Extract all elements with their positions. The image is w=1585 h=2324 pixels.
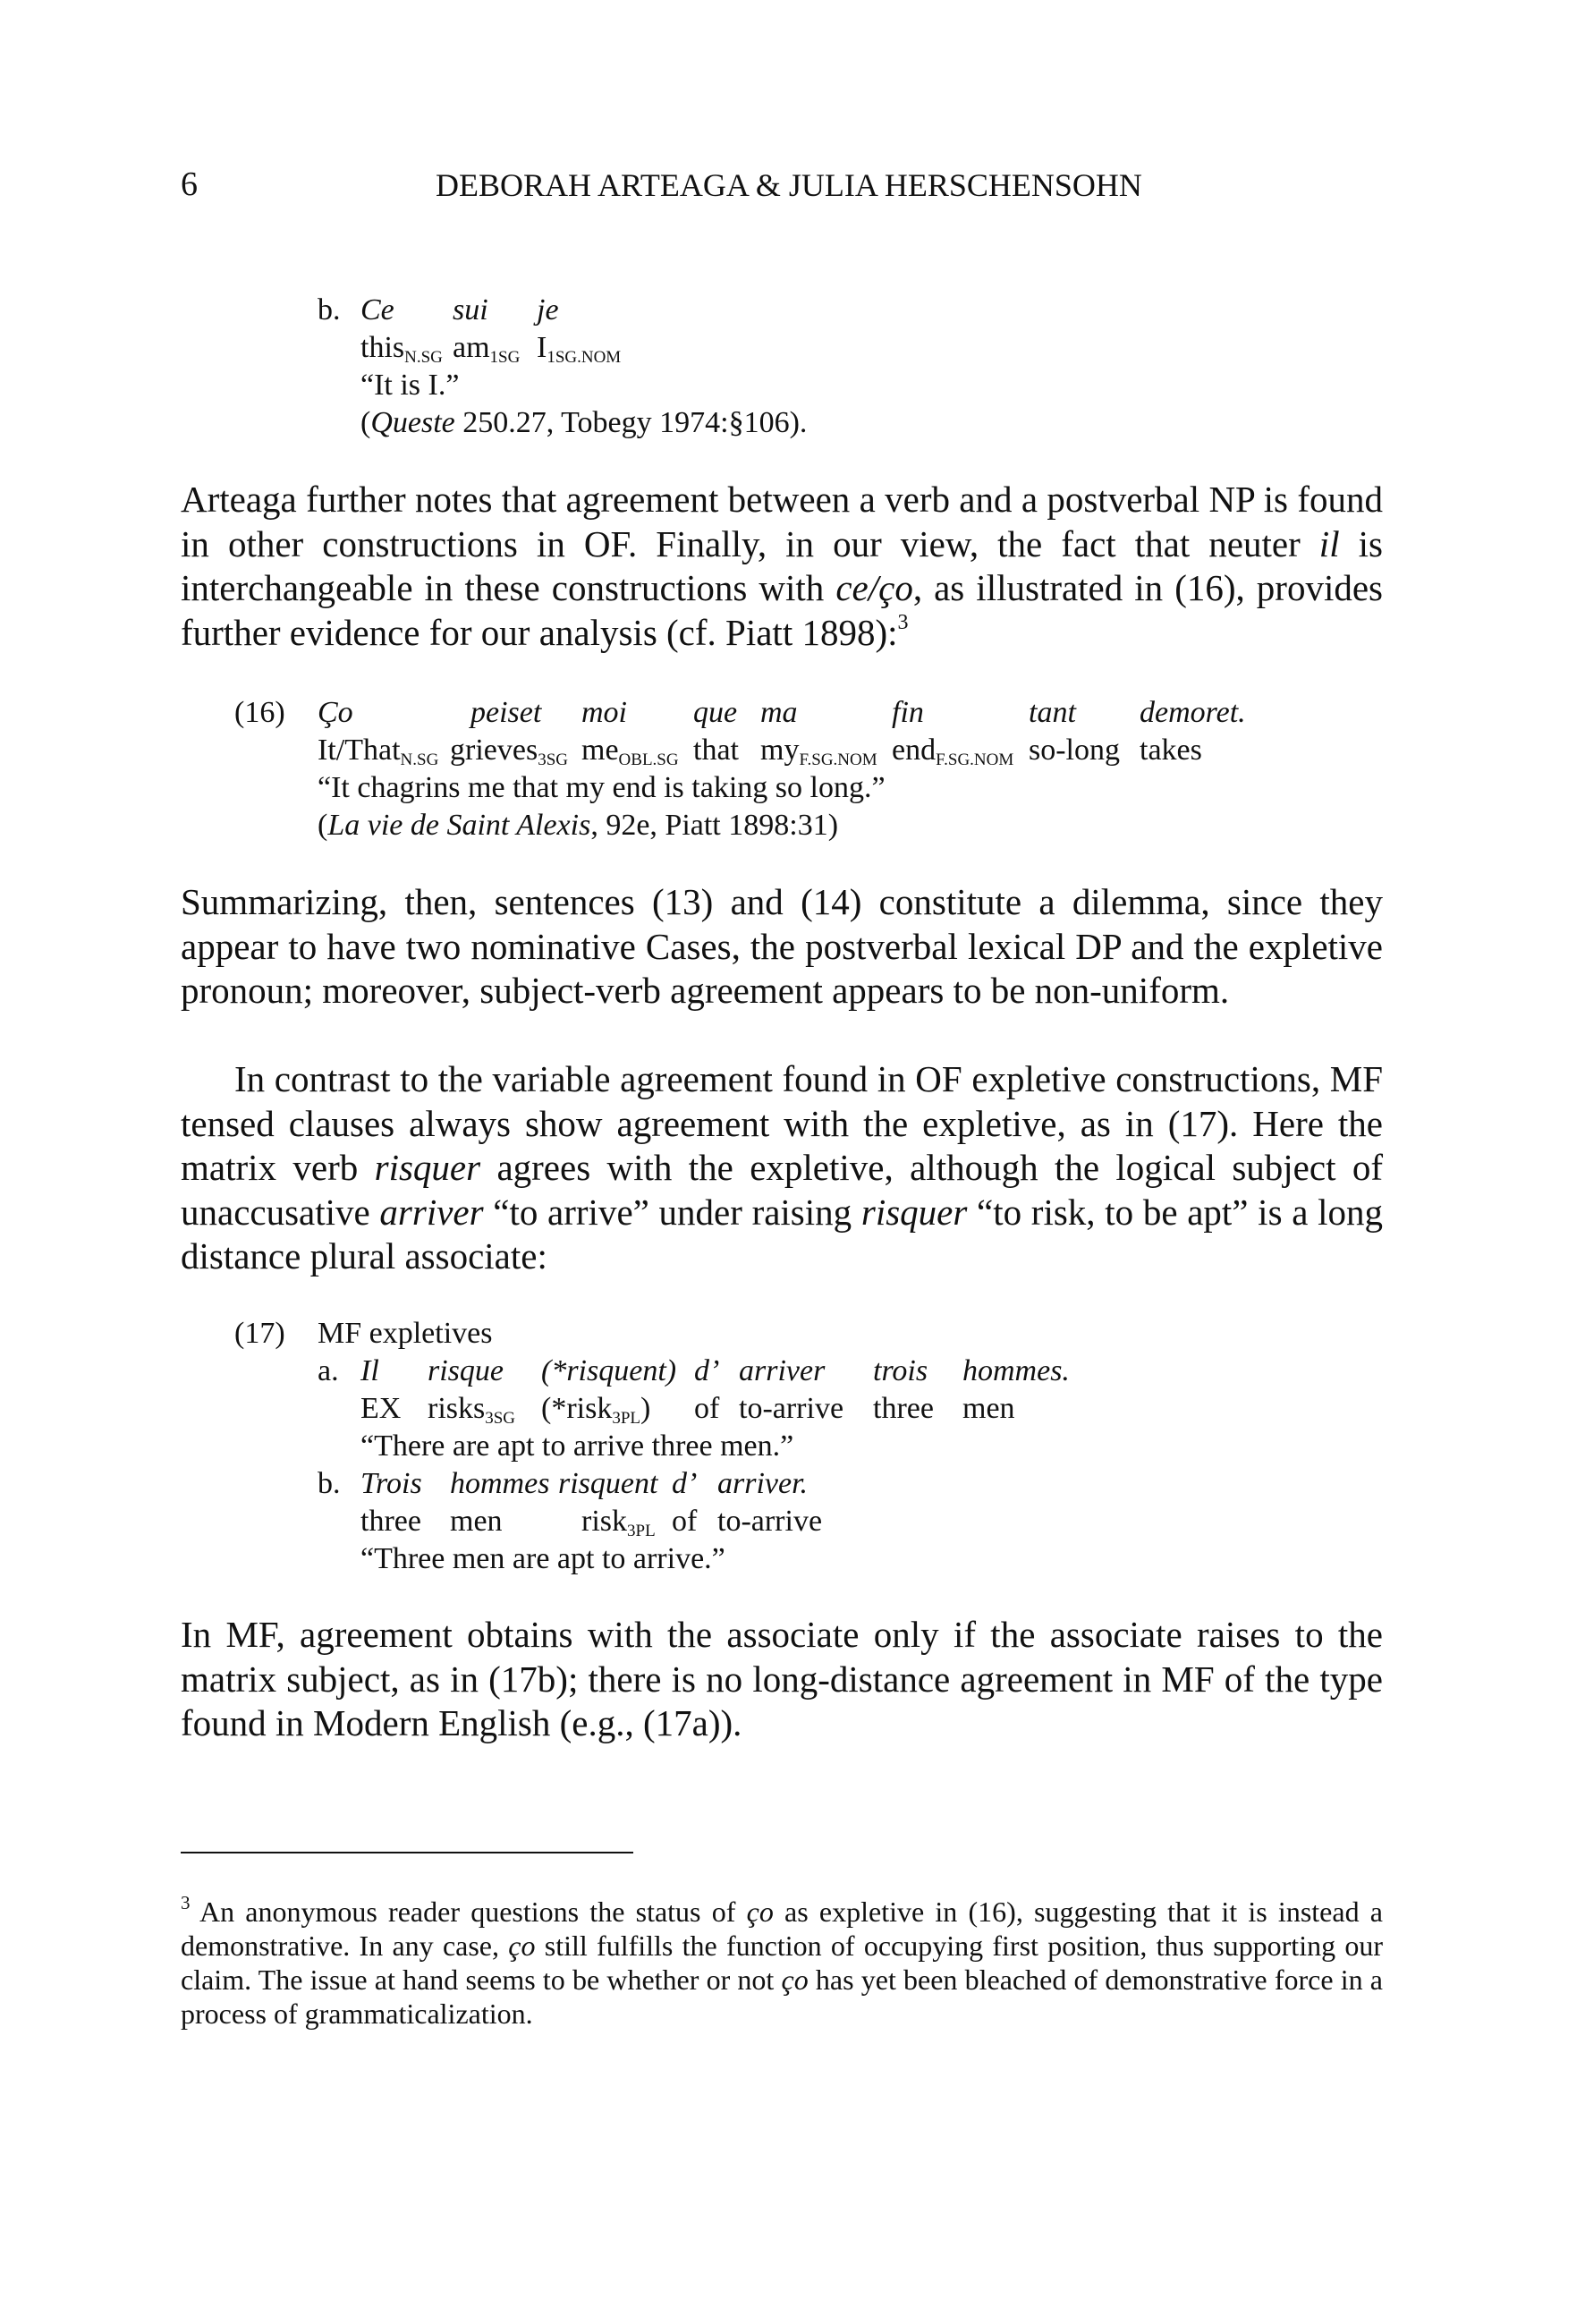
example-heading: MF expletives: [318, 1317, 493, 1350]
example-word: tant: [1029, 696, 1076, 729]
example-word: d’: [672, 1467, 698, 1500]
source-citation: (Queste 250.27, Tobegy 1974:§106).: [360, 406, 808, 439]
gloss: this$_{N.SG}$: [360, 331, 443, 367]
example-word: sui: [453, 293, 488, 327]
source-citation: (La vie de Saint Alexis, 92e, Piatt 1898:31): [318, 809, 839, 842]
example-word: ma: [760, 696, 798, 729]
gloss: three: [873, 1392, 934, 1425]
example-number: (17): [234, 1317, 285, 1350]
gloss: It/That$_{N.SG}$: [318, 734, 439, 769]
gloss: three: [360, 1505, 421, 1538]
gloss: (*risk$_{3PL}$): [541, 1392, 651, 1428]
example-word: fin: [892, 696, 924, 729]
footnote-mark: 3: [181, 1892, 191, 1913]
body-paragraph: In MF, agreement obtains with the associate only if the associate raises to the matrix subject, as in (17b); there is no long-distance agreement in MF of the type found in Modern English (e.g., (17a)).: [181, 1614, 1383, 1743]
gloss: men: [962, 1392, 1015, 1425]
example-word: risque: [428, 1354, 504, 1387]
gloss: of: [694, 1392, 720, 1425]
gloss: takes: [1140, 734, 1202, 767]
example-word: hommes: [450, 1467, 550, 1500]
example-letter: a.: [318, 1354, 339, 1387]
gloss: $my_{F.SG.NOM}$: [760, 734, 877, 769]
example-word: arriver: [739, 1354, 826, 1387]
example-word: hommes.: [962, 1354, 1070, 1387]
example-word: demoret.: [1140, 696, 1246, 729]
page-number: 6: [181, 165, 198, 203]
translation: “There are apt to arrive three men.”: [360, 1429, 794, 1463]
gloss: of: [672, 1505, 698, 1538]
example-word: Ço: [318, 696, 353, 729]
example-letter: b.: [318, 293, 341, 327]
example-word: Trois: [360, 1467, 422, 1500]
example-word: (*risquent): [541, 1354, 677, 1387]
gloss: grieves$_{3SG}$: [450, 734, 568, 769]
gloss: men: [450, 1505, 503, 1538]
example-word: Ce: [360, 293, 394, 327]
translation: “Three men are apt to arrive.”: [360, 1542, 725, 1575]
gloss: so-long: [1029, 734, 1120, 767]
example-word: je: [537, 293, 559, 327]
footnote-reference[interactable]: 3: [897, 610, 909, 634]
body-paragraph: In contrast to the variable agreement found in OF expletive constructions, MF tensed clauses always show agreement with the expletive, as in (17). Here the matrix verb risquer agrees with the expletive, although the logical subject of unaccusative arriver “to arrive” under raising risquer “to risk, to be apt” is a long distance plural associate:: [181, 1058, 1383, 1277]
translation: “It chagrins me that my end is taking so long.”: [318, 771, 886, 804]
footnote-divider: [181, 1852, 633, 1853]
example-letter: b.: [318, 1467, 341, 1500]
example-word: peiset: [470, 696, 542, 729]
example-word: risquent: [558, 1467, 658, 1500]
example-word: que: [693, 696, 738, 729]
gloss: to-arrive: [739, 1392, 844, 1425]
example-number: (16): [234, 696, 285, 729]
body-paragraph: Arteaga further notes that agreement between a verb and a postverbal NP is found in other constructions in OF. Finally, in our view, the fact that neuter il is interchangeable in these constructions with ce/ço, as illustrated in (16), provides further evidence for our analysis (cf. Piatt 1898):$^3$: [181, 479, 1384, 653]
gloss: end$_{F.SG.NOM}$: [892, 734, 1014, 769]
gloss: $I_{1SG.NOM}$: [537, 331, 622, 367]
gloss: $am_{1SG}$: [453, 331, 521, 367]
footnote: $^3$ An anonymous reader questions the status of ço as expletive in (16), suggesting that it is instead a demonstrative. In any case, ço still fulfills the function of occupying first position, thus supporting our claim. The issue at hand seems to be whether or not ço has yet been bleached of demonstrative force in a process of grammaticalization.: [181, 1892, 1384, 2030]
gloss: EX: [360, 1392, 402, 1425]
gloss: risk$_{3PL}$: [581, 1505, 656, 1540]
example-word: arriver.: [717, 1467, 809, 1500]
running-header-authors: DEBORAH ARTEAGA & JULIA HERSCHENSOHN: [436, 167, 1142, 203]
example-word: d’: [694, 1354, 720, 1387]
translation: “It is I.”: [360, 369, 460, 402]
body-paragraph: Summarizing, then, sentences (13) and (14) constitute a dilemma, since they appear to have two nominative Cases, the postverbal lexical DP and the expletive pronoun; moreover, subject-verb agreement appears to be non-uniform.: [181, 881, 1383, 1011]
example-word: trois: [873, 1354, 928, 1387]
gloss: $me_{OBL.SG}$: [581, 734, 679, 769]
gloss: to-arrive: [717, 1505, 823, 1538]
example-word: moi: [581, 696, 627, 729]
gloss: that: [693, 734, 739, 767]
example-word: Il: [360, 1354, 379, 1387]
gloss: risks$_{3SG}$: [428, 1392, 516, 1428]
